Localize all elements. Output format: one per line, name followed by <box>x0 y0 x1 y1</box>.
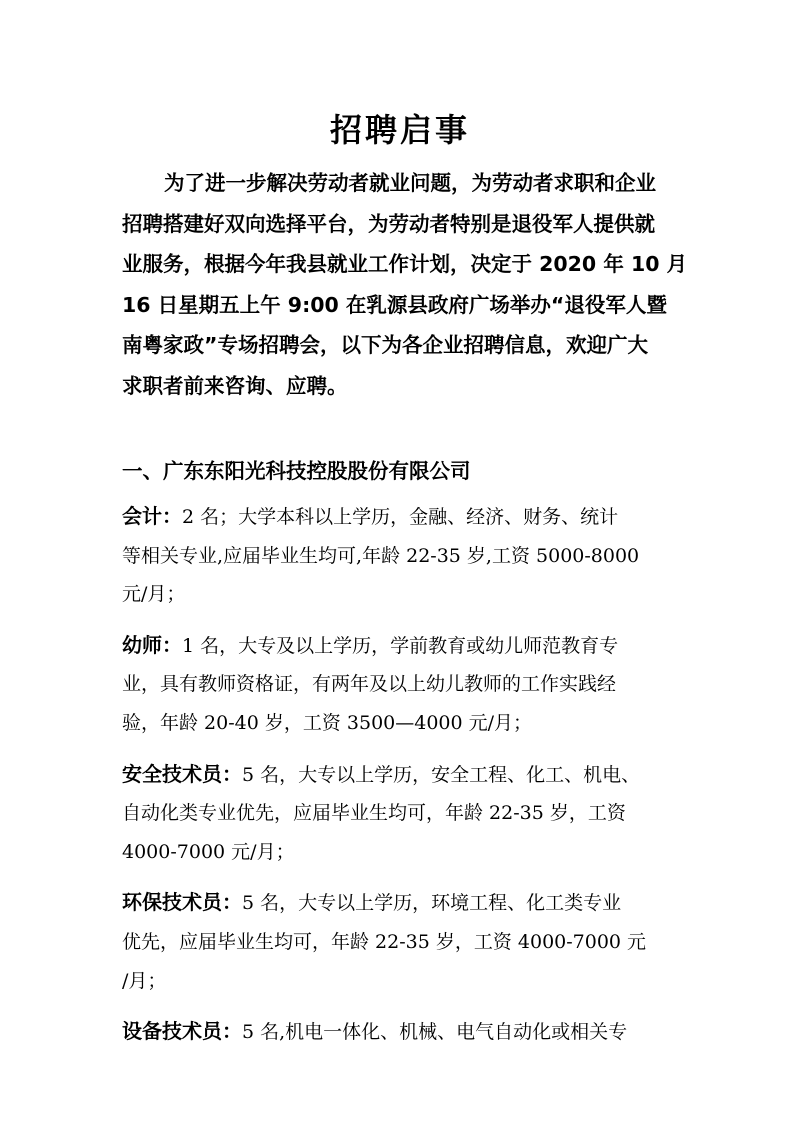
position-line: 验，年龄 20-40 岁，工资 3500—4000 元/月； <box>122 711 533 734</box>
position-role: 幼师： <box>122 632 182 657</box>
position-line: /月； <box>122 969 167 992</box>
position-line <box>122 626 682 666</box>
position-line: 自动化类专业优先，应届毕业生均可，年龄 22-35 岁，工资 <box>122 802 626 825</box>
page-title: 招聘启事 <box>329 111 470 149</box>
position-line: 优先，应届毕业生均可，年龄 22-35 岁，工资 4000-7000 元 <box>122 930 647 953</box>
position-line: 等相关专业,应届毕业生均可,年龄 22-35 岁,工资 5000-8000 <box>122 544 640 567</box>
intro-paragraph <box>122 163 688 407</box>
position-line: 元/月； <box>122 583 186 606</box>
position-role: 安全技术员： <box>122 761 242 786</box>
position-equipment-technician <box>122 1012 682 1052</box>
intro-line: 招聘搭建好双向选择平台，为劳动者特别是退役军人提供就 <box>122 211 655 236</box>
intro-line: 南粤家政”专场招聘会，以下为各企业招聘信息，欢迎广大 <box>122 333 648 358</box>
intro-line: 16 日星期五上午 9:00 在乳源县政府广场举办“退役军人暨 <box>122 292 667 317</box>
position-preschool-teacher <box>122 626 682 743</box>
position-line <box>122 497 682 537</box>
position-role: 会计： <box>122 504 182 528</box>
position-environmental-technician <box>122 883 682 1000</box>
position-line: 业，具有教师资格证，有两年及以上幼儿教师的工作实践经 <box>122 673 617 696</box>
position-text: 2 名；大学本科以上学历，金融、经济、财务、统计 <box>182 506 619 528</box>
position-list <box>122 497 682 1064</box>
intro-line: 为了进一步解决劳动者就业问题，为劳动者求职和企业 <box>164 171 656 195</box>
position-line: 4000-7000 元/月； <box>122 840 295 863</box>
position-text: 5 名，大专以上学历，安全工程、化工、机电、 <box>242 763 641 786</box>
position-line <box>122 883 682 923</box>
position-role: 设备技术员： <box>122 1019 242 1044</box>
position-text: 5 名,机电一体化、机械、电气自动化或相关专 <box>242 1021 628 1044</box>
company-heading: 一、广东东阳光科技控股股份有限公司 <box>122 459 471 483</box>
position-text: 5 名，大专以上学历，环境工程、化工类专业 <box>242 892 622 915</box>
position-line <box>122 755 682 795</box>
position-safety-technician <box>122 755 682 872</box>
position-text: 1 名，大专及以上学历，学前教育或幼儿师范教育专 <box>182 634 619 657</box>
intro-line: 求职者前来咨询、应聘。 <box>122 373 348 398</box>
position-role: 环保技术员： <box>122 890 242 915</box>
position-line <box>122 1012 682 1052</box>
position-accountant <box>122 497 682 614</box>
intro-line: 业服务，根据今年我县就业工作计划，决定于 2020 年 10 月 <box>122 252 688 277</box>
